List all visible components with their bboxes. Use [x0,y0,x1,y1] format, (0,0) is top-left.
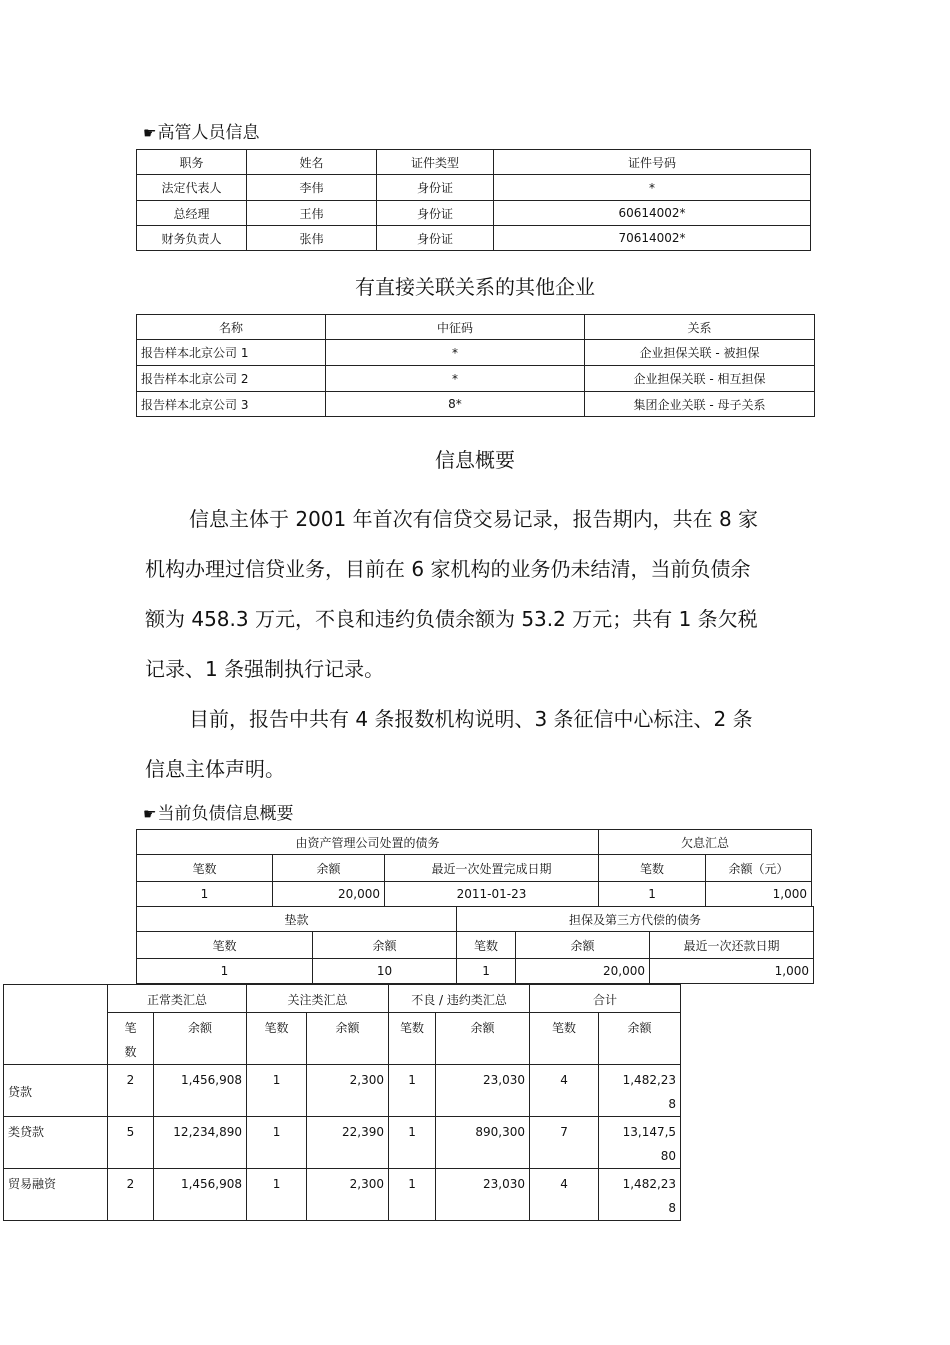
group-header: 正常类汇总 [108,985,247,1013]
table-row [137,201,811,226]
column-header: 名称 [137,315,326,340]
table-cell: 报告样本北京公司 3 [137,392,326,417]
pointing-hand-icon: ☛ [143,805,157,823]
column-header: 余额（元） [706,855,812,882]
table-row [137,959,814,984]
column-header: 笔数 [389,1013,436,1065]
table-cell: 7 [530,1117,599,1169]
group-header: 欠息汇总 [599,830,812,855]
debt-label-text: 当前负债信息概要 [157,804,294,824]
column-header [108,1013,154,1065]
table-cell: 报告样本北京公司 1 [137,340,326,366]
cell-line: 1,482,23 [622,1177,677,1191]
cell-line: 8 [668,1201,677,1215]
exec-section-label [143,118,259,143]
table-cell: 1 [247,1169,307,1221]
summary-title: 信息概要 [435,448,515,472]
table-cell: 2,300 [307,1169,389,1221]
table-cell: 70614002* [494,226,811,251]
column-header: 笔数 [137,855,273,882]
table-cell: 李伟 [247,175,377,201]
table-cell: * [494,175,811,201]
table-cell: 1 [457,959,516,984]
table-cell: 2,300 [307,1065,389,1117]
cell-line: 1,482,23 [622,1073,677,1087]
table-cell: 60614002* [494,201,811,226]
column-header: 关系 [585,315,815,340]
cell-line: 13,147,5 [622,1125,677,1139]
table-cell: 法定代表人 [137,175,247,201]
table-cell: 1 [137,959,313,984]
table-header-row [137,315,815,340]
column-header: 笔数 [457,932,516,959]
table-header-row [137,150,811,175]
related-table [136,314,815,417]
table-cell: 5 [108,1117,154,1169]
group-header: 关注类汇总 [247,985,389,1013]
table-cell: 1,456,908 [154,1065,247,1117]
table-cell: 1 [389,1169,436,1221]
column-header: 证件号码 [494,150,811,175]
paragraph-line: 记录、1 条强制执行记录。 [145,657,385,681]
table-cell: 1 [389,1065,436,1117]
exec-table [136,149,811,251]
table-row [137,226,811,251]
table-cell: 身份证 [377,175,494,201]
table-cell: 报告样本北京公司 2 [137,366,326,392]
debt-section-label [143,799,293,824]
table-cell: 张伟 [247,226,377,251]
row-label: 贷款 [4,1065,108,1117]
paragraph-line: 目前，报告中共有 4 条报数机构说明、3 条征信中心标注、2 条 [189,707,753,731]
table-row [137,340,815,366]
group-header: 担保及第三方代偿的债务 [457,907,814,932]
column-header: 余额 [436,1013,530,1065]
paragraph-line: 信息主体于 2001 年首次有信贷交易记录，报告期内，共在 8 家 [189,507,759,531]
table-cell: 财务负责人 [137,226,247,251]
table-cell: 身份证 [377,201,494,226]
cell-line: 80 [660,1149,677,1163]
table-cell: 1,456,908 [154,1169,247,1221]
table-cell: 1 [137,882,273,907]
table-header-row [137,932,814,959]
table-cell: 2 [108,1065,154,1117]
table-cell: 890,300 [436,1117,530,1169]
group-header-row [137,830,812,855]
exec-label-text: 高管人员信息 [157,123,260,143]
group-header: 合计 [530,985,681,1013]
header-line: 笔 [124,1021,137,1035]
table-cell: 1 [247,1117,307,1169]
column-header: 姓名 [247,150,377,175]
paragraph-line: 机构办理过信贷业务，目前在 6 家机构的业务仍未结清，当前负债余 [145,557,751,581]
paragraph-line: 额为 458.3 万元，不良和违约负债余额为 53.2 万元；共有 1 条欠税 [145,607,758,631]
column-header: 最近一次处置完成日期 [385,855,599,882]
table-cell: 23,030 [436,1169,530,1221]
advance-guarantee-table [136,906,814,984]
table-cell: * [326,366,585,392]
column-header: 余额 [273,855,385,882]
table-cell: * [326,340,585,366]
column-header: 笔数 [137,932,313,959]
related-title: 有直接关联关系的其他企业 [355,275,595,299]
table-cell: 1,000 [706,882,812,907]
cell-line: 8 [668,1097,677,1111]
group-header-row [4,985,681,1013]
column-header: 笔数 [599,855,706,882]
table-header-row [4,1013,681,1065]
table-cell: 20,000 [516,959,650,984]
table-row [4,1169,681,1221]
summary-paragraph-1 [145,494,810,694]
column-header: 职务 [137,150,247,175]
table-cell [599,1065,681,1117]
table-cell: 集团企业关联 - 母子关系 [585,392,815,417]
table-cell: 2011-01-23 [385,882,599,907]
table-row [137,175,811,201]
header-line: 数 [124,1045,137,1059]
table-cell: 2 [108,1169,154,1221]
group-header: 不良 / 违约类汇总 [389,985,530,1013]
table-row [137,882,812,907]
empty-corner-cell [4,985,108,1013]
table-cell: 企业担保关联 - 被担保 [585,340,815,366]
classification-table [3,984,681,1221]
table-cell: 12,234,890 [154,1117,247,1169]
empty-corner-cell [4,1013,108,1065]
table-cell: 总经理 [137,201,247,226]
table-cell: 身份证 [377,226,494,251]
paragraph-line: 信息主体声明。 [145,757,285,781]
group-header: 由资产管理公司处置的债务 [137,830,599,855]
column-header: 笔数 [530,1013,599,1065]
table-cell: 4 [530,1065,599,1117]
table-header-row [137,855,812,882]
table-row [4,1065,681,1117]
table-row [137,392,815,417]
table-cell: 1 [247,1065,307,1117]
table-cell [599,1117,681,1169]
pointing-hand-icon: ☛ [143,124,157,142]
table-cell: 20,000 [273,882,385,907]
column-header: 余额 [516,932,650,959]
table-cell: 23,030 [436,1065,530,1117]
table-cell: 王伟 [247,201,377,226]
column-header: 余额 [313,932,457,959]
table-cell: 4 [530,1169,599,1221]
asset-mgmt-tax-table [136,829,812,907]
summary-paragraph-2 [145,694,810,794]
column-header: 笔数 [247,1013,307,1065]
table-cell: 1 [599,882,706,907]
group-header-row [137,907,814,932]
table-row [137,366,815,392]
table-cell [599,1169,681,1221]
column-header: 证件类型 [377,150,494,175]
column-header: 中征码 [326,315,585,340]
row-label: 类贷款 [4,1117,108,1169]
table-cell: 8* [326,392,585,417]
row-label: 贸易融资 [4,1169,108,1221]
table-cell: 1 [389,1117,436,1169]
table-cell: 企业担保关联 - 相互担保 [585,366,815,392]
group-header: 垫款 [137,907,457,932]
column-header: 最近一次还款日期 [650,932,814,959]
column-header: 余额 [307,1013,389,1065]
table-row [4,1117,681,1169]
column-header: 余额 [599,1013,681,1065]
column-header: 余额 [154,1013,247,1065]
table-cell: 1,000 [650,959,814,984]
table-cell: 10 [313,959,457,984]
table-cell: 22,390 [307,1117,389,1169]
